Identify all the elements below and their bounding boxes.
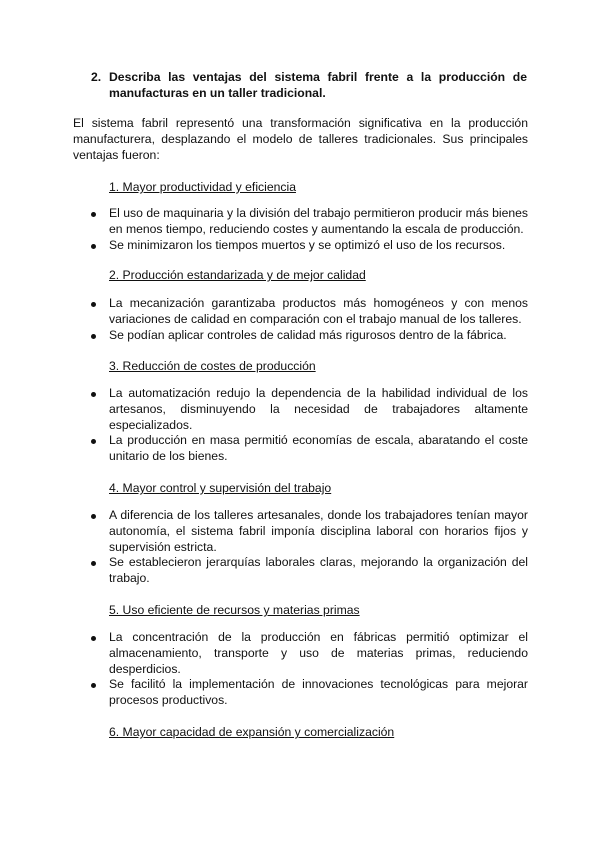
- bullet-icon: [91, 302, 96, 307]
- question-number: 2.: [91, 70, 102, 84]
- bullet-list: [91, 508, 528, 587]
- bullet-list: [91, 386, 528, 465]
- section-heading: 2. Producción estandarizada y de mejor calidad: [109, 268, 366, 282]
- list-item: [91, 677, 528, 709]
- intro-paragraph: El sistema fabril representó una transformación significativa en la producción manufacturera, desplazando el modelo de talleres tradicionales. Sus principales ventajas fueron:: [73, 116, 528, 162]
- list-item: [91, 206, 528, 238]
- list-item: [91, 433, 528, 465]
- section-heading: 1. Mayor productividad y eficiencia: [109, 180, 296, 194]
- bullet-icon: [91, 683, 96, 688]
- list-item: [91, 328, 528, 344]
- bullet-icon: [91, 212, 96, 217]
- bullet-text: La producción en masa permitió economías de escala, abaratando el coste unitario de los bienes.: [109, 433, 528, 464]
- bullet-text: La concentración de la producción en fábricas permitió optimizar el almacenamiento, transporte y uso de materias primas, reduciendo desperdicios.: [109, 630, 528, 676]
- bullet-text: Se podían aplicar controles de calidad más rigurosos dentro de la fábrica.: [109, 327, 507, 342]
- list-item: [91, 238, 528, 254]
- question-text: Describa las ventajas del sistema fabril frente a la producción de manufacturas en un taller tradicional.: [109, 70, 527, 100]
- list-item: [91, 296, 528, 328]
- bullet-text: La mecanización garantizaba productos más homogéneos y con menos variaciones de calidad en comparación con el trabajo manual de los talleres.: [109, 296, 528, 326]
- bullet-list: [91, 296, 528, 343]
- bullet-list: [91, 630, 528, 709]
- bullet-text: Se minimizaron los tiempos muertos y se optimizó el uso de los recursos.: [109, 237, 506, 252]
- list-item: [91, 508, 528, 555]
- bullet-text: El uso de maquinaria y la división del trabajo permitieron producir más bienes en menos tiempo, reduciendo costes y aumentando la escala de producción.: [109, 206, 528, 236]
- bullet-icon: [91, 439, 96, 444]
- bullet-icon: [91, 244, 96, 249]
- section-heading: 3. Reducción de costes de producción: [109, 359, 316, 373]
- bullet-icon: [91, 334, 96, 339]
- section-heading: 4. Mayor control y supervisión del trabajo: [109, 481, 332, 495]
- bullet-icon: [91, 636, 96, 641]
- bullet-icon: [91, 514, 96, 519]
- list-item: [91, 386, 528, 433]
- section-heading: 5. Uso eficiente de recursos y materias primas: [109, 603, 360, 617]
- bullet-text: La automatización redujo la dependencia de la habilidad individual de los artesanos, disminuyendo la necesidad de trabajadores altamente especializados.: [109, 386, 528, 432]
- bullet-text: Se establecieron jerarquías laborales claras, mejorando la organización del trabajo.: [109, 555, 528, 586]
- list-item: [91, 555, 528, 587]
- bullet-list: [91, 206, 528, 253]
- question-heading: [91, 70, 527, 102]
- bullet-text: Se facilitó la implementación de innovaciones tecnológicas para mejorar procesos productivos.: [109, 677, 528, 708]
- bullet-icon: [91, 392, 96, 397]
- bullet-icon: [91, 561, 96, 566]
- list-item: [91, 630, 528, 677]
- bullet-text: A diferencia de los talleres artesanales, donde los trabajadores tenían mayor autonomía, el sistema fabril imponía disciplina laboral con horarios fijos y supervisión estricta.: [109, 508, 528, 554]
- section-heading: 6. Mayor capacidad de expansión y comercialización: [109, 725, 395, 739]
